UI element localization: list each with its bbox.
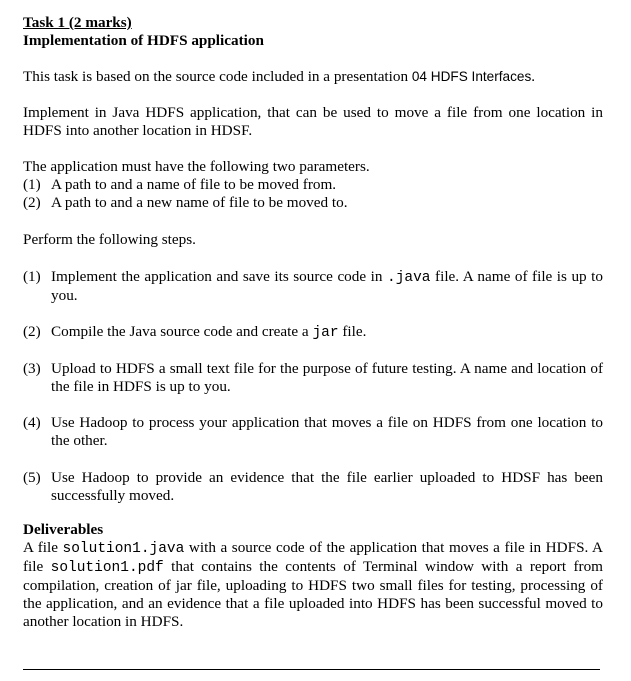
document-body bbox=[23, 14, 603, 631]
step-4: (4) Use Hadoop to process your application that moves a file on HDFS from one location to the other. bbox=[23, 414, 603, 449]
file-solution-java: solution1.java bbox=[62, 541, 185, 557]
parameter-item: (1) A path to and a name of file to be moved from. bbox=[23, 176, 337, 193]
intro-text: This task is based on the source code included in a presentation bbox=[23, 68, 412, 85]
bottom-rule bbox=[23, 669, 600, 670]
deliverables-paragraph: A file solution1.java with a source code of the application that moves a file in HDFS. A file solution1.pdf that contains the contents of Terminal window with a report from compilation, creation of jar file, uploading to HDFS two small files for testing, processing of the application, and an evidence that a file uploaded into HDFS has been successful moved to another location in HDFS. bbox=[23, 539, 604, 630]
intro-paragraph: This task is based on the source code included in a presentation 04 HDFS Interfaces. bbox=[23, 68, 536, 85]
parameters-list bbox=[23, 176, 603, 212]
deliverables-heading: Deliverables bbox=[23, 521, 104, 538]
step-3: (3) Upload to HDFS a small text file for the purpose of future testing. A name and location of the file in HDFS is up to you. bbox=[23, 360, 603, 395]
presentation-name: 04 HDFS Interfaces bbox=[411, 69, 532, 84]
step-2: (2) Compile the Java source code and create a jar file. bbox=[23, 323, 367, 341]
steps-intro: Perform the following steps. bbox=[23, 231, 196, 248]
task-title: Task 1 (2 marks) bbox=[23, 14, 132, 31]
code-java-ext: .java bbox=[387, 270, 431, 286]
implement-paragraph: Implement in Java HDFS application, that can be used to move a file from one location in HDFS into another location in HDSF. bbox=[23, 104, 603, 139]
parameters-intro: The application must have the following two parameters. bbox=[23, 158, 370, 175]
step-1: (1) Implement the application and save its source code in .java file. A name of file is up to you. bbox=[23, 268, 603, 304]
code-jar: jar bbox=[312, 325, 339, 341]
parameter-item: (2) A path to and a new name of file to be moved to. bbox=[23, 194, 348, 211]
file-solution-pdf: solution1.pdf bbox=[50, 560, 164, 576]
step-5: (5) Use Hadoop to provide an evidence that the file earlier uploaded to HDSF has been successfully moved. bbox=[23, 469, 603, 504]
task-subtitle: Implementation of HDFS application bbox=[23, 32, 264, 49]
